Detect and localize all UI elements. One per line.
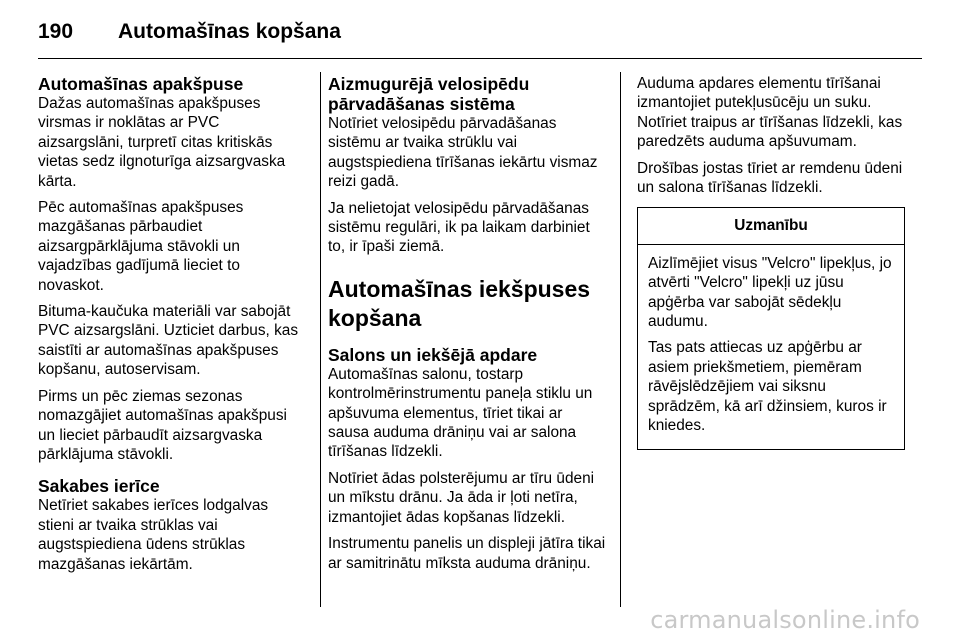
- paragraph: Pēc automašīnas apakšpuses mazgāšanas pārbaudiet aizsargpārklājuma stāvokli un vajadzības gadījumā lieciet to novaskot.: [38, 199, 244, 294]
- column-divider-2: [620, 72, 621, 607]
- header-divider: [38, 58, 922, 59]
- column-divider-1: [320, 72, 321, 607]
- heading-interior-care: Automašīnas iekšpuses kopšana: [328, 275, 591, 331]
- paragraph: Bituma-kaučuka materiāli var sabojāt PVC aizsargslāni. Uzticiet darbus, kas saistīti ar automašīnas apakšpuses kopšanu, autoservisam.: [38, 303, 299, 379]
- watermark: carmanualsonline.info: [650, 606, 920, 634]
- paragraph: Auduma apdares elementu tīrīšanai izmantojiet putekļusūcēju un suku. Notīriet traipus ar tīrīšanas līdzekli, kas paredzēts auduma apšuvumam.: [637, 75, 903, 151]
- paragraph: Drošības jostas tīriet ar remdenu ūdeni un salona tīrīšanas līdzekli.: [637, 159, 903, 197]
- paragraph: Pirms un pēc ziemas sezonas nomazgājiet automašīnas apakšpusi un lieciet pārbaudīt aizsargvaska pārklājuma stāvokli.: [38, 387, 287, 463]
- caution-paragraph: Tas pats attiecas uz apģērbu ar asiem priekšmetiem, piemēram rāvējslēdzējiem vai siksnu sprādzēm, kā arī džinsiem, kuros ir kniedes.: [648, 339, 887, 435]
- caution-paragraph: Aizlīmējiet visus "Velcro" lipekļus, jo atvērti "Velcro" lipekļi uz jūsu apģērba var sabojāt sēdekļu audumu.: [648, 254, 892, 331]
- heading-bike-carrier: Aizmugurējā velosipēdu pārvadāšanas sistēma: [328, 74, 530, 114]
- paragraph: Notīriet velosipēdu pārvadāšanas sistēmu ar tvaika strūklu vai augstspiediena tīrīšanas iekārtu vismaz reizi gadā.: [328, 115, 598, 191]
- paragraph: Automašīnas salonu, tostarp kontrolmērinstrumentu paneļa stiklu un apšuvuma elementus, tīriet tikai ar sausa auduma drāniņu vai ar salona tīrīšanas līdzekli.: [328, 365, 593, 461]
- paragraph: Netīriet sakabes ierīces lodgalvas stieni ar tvaika strūklas vai augstspiediena ūdens strūklas mazgāšanas iekārtām.: [38, 497, 269, 573]
- page-header: [38, 16, 341, 48]
- paragraph: Ja nelietojat velosipēdu pārvadāšanas sistēmu regulāri, ik pa laikam darbiniet to, ir īpaši ziemā.: [328, 199, 590, 256]
- caution-title: Uzmanību: [638, 208, 904, 244]
- heading-towbar: Sakabes ierīce: [38, 476, 160, 497]
- heading-salon: Salons un iekšējā apdare: [328, 344, 538, 365]
- paragraph: Notīriet ādas polsterējumu ar tīru ūdeni un mīkstu drānu. Ja āda ir ļoti netīra, izmantojiet ādas kopšanas līdzekli.: [328, 469, 595, 526]
- column-3: [637, 74, 905, 450]
- caution-box: [637, 207, 905, 449]
- caution-body: [638, 245, 904, 449]
- heading-underbody: Automašīnas apakšpuse: [38, 74, 244, 94]
- paragraph: Instrumentu panelis un displeji jātīra tikai ar samitrinātu mīksta auduma drāniņu.: [328, 535, 606, 572]
- page-number: 190: [38, 20, 74, 43]
- column-1: [38, 74, 306, 581]
- page-title: Automašīnas kopšana: [118, 20, 341, 43]
- column-2: [328, 74, 606, 580]
- paragraph: Dažas automašīnas apakšpuses virsmas ir noklātas ar PVC aizsargslāni, turpretī citas kritiskās vietas sedz ilgnoturīga aizsargvaska kārta.: [38, 95, 286, 190]
